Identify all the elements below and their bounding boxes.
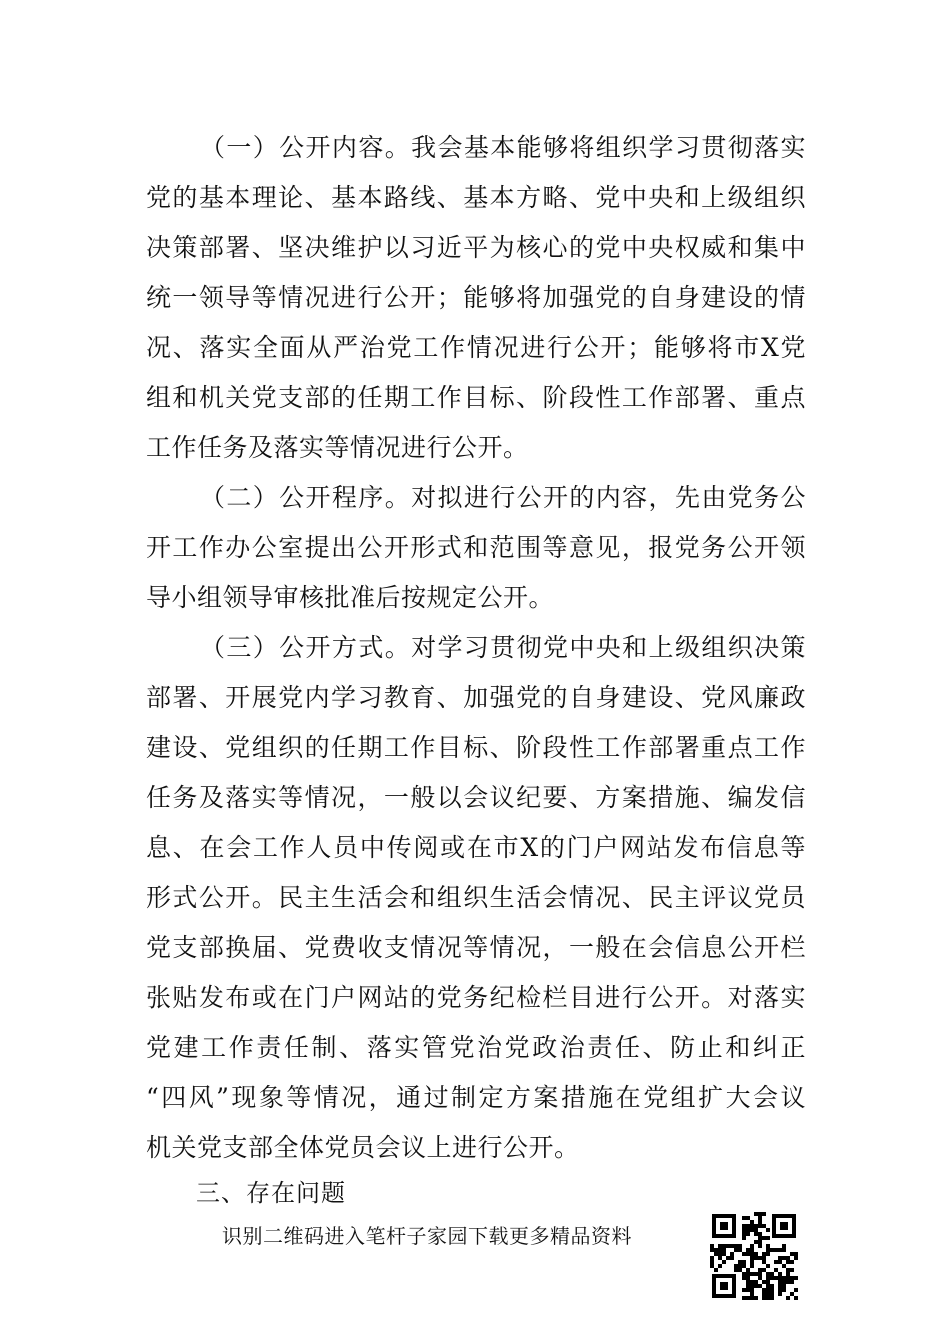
qr-code-icon[interactable] bbox=[710, 1212, 798, 1300]
paragraph-1-line-3: 决策部署、坚决维护以习近平为核心的党中央权威和集中 bbox=[146, 233, 806, 262]
paragraph-3-line-2: 部署、开展党内学习教育、加强党的自身建设、党风廉政 bbox=[146, 683, 806, 712]
paragraph-1-line-6: 组和机关党支部的任期工作目标、阶段性工作部署、重点 bbox=[146, 383, 806, 412]
paragraph-3-line-1: （三）公开方式。对学习贯彻党中央和上级组织决策 bbox=[200, 633, 806, 662]
paragraph-3-line-7: 党支部换届、党费收支情况等情况，一般在会信息公开栏 bbox=[146, 933, 806, 962]
paragraph-2-line-2: 开工作办公室提出公开形式和范围等意见，报党务公开领 bbox=[146, 533, 806, 562]
paragraph-3-line-5: 息、在会工作人员中传阅或在市X的门户网站发布信息等 bbox=[146, 833, 806, 862]
paragraph-3-line-3: 建设、党组织的任期工作目标、阶段性工作部署重点工作 bbox=[146, 733, 806, 762]
section-heading: 三、存在问题 bbox=[196, 1179, 346, 1207]
paragraph-1-line-7: 工作任务及落实等情况进行公开。 bbox=[146, 433, 529, 462]
paragraph-3-line-6: 形式公开。民主生活会和组织生活会情况、民主评议党员 bbox=[146, 883, 806, 912]
paragraph-1-line-2: 党的基本理论、基本路线、基本方略、党中央和上级组织 bbox=[146, 183, 806, 212]
paragraph-3-line-9: 党建工作责任制、落实管党治党政治责任、防止和纠正 bbox=[146, 1033, 806, 1062]
paragraph-1-line-5: 况、落实全面从严治党工作情况进行公开；能够将市X党 bbox=[146, 333, 806, 362]
paragraph-3-line-11: 机关党支部全体党员会议上进行公开。 bbox=[146, 1133, 580, 1162]
footer-promo-text: 识别二维码进入笔杆子家园下载更多精品资料 bbox=[222, 1224, 632, 1248]
paragraph-3-line-10: “四风”现象等情况，通过制定方案措施在党组扩大会议 bbox=[146, 1083, 806, 1112]
paragraph-3-line-8: 张贴发布或在门户网站的党务纪检栏目进行公开。对落实 bbox=[146, 983, 806, 1012]
paragraph-1-line-1: （一）公开内容。我会基本能够将组织学习贯彻落实 bbox=[200, 133, 806, 162]
paragraph-1-line-4: 统一领导等情况进行公开；能够将加强党的自身建设的情 bbox=[146, 283, 806, 312]
paragraph-3-line-4: 任务及落实等情况，一般以会议纪要、方案措施、编发信 bbox=[146, 783, 806, 812]
paragraph-2-line-1: （二）公开程序。对拟进行公开的内容，先由党务公 bbox=[200, 483, 806, 512]
paragraph-2-line-3: 导小组领导审核批准后按规定公开。 bbox=[146, 583, 555, 612]
